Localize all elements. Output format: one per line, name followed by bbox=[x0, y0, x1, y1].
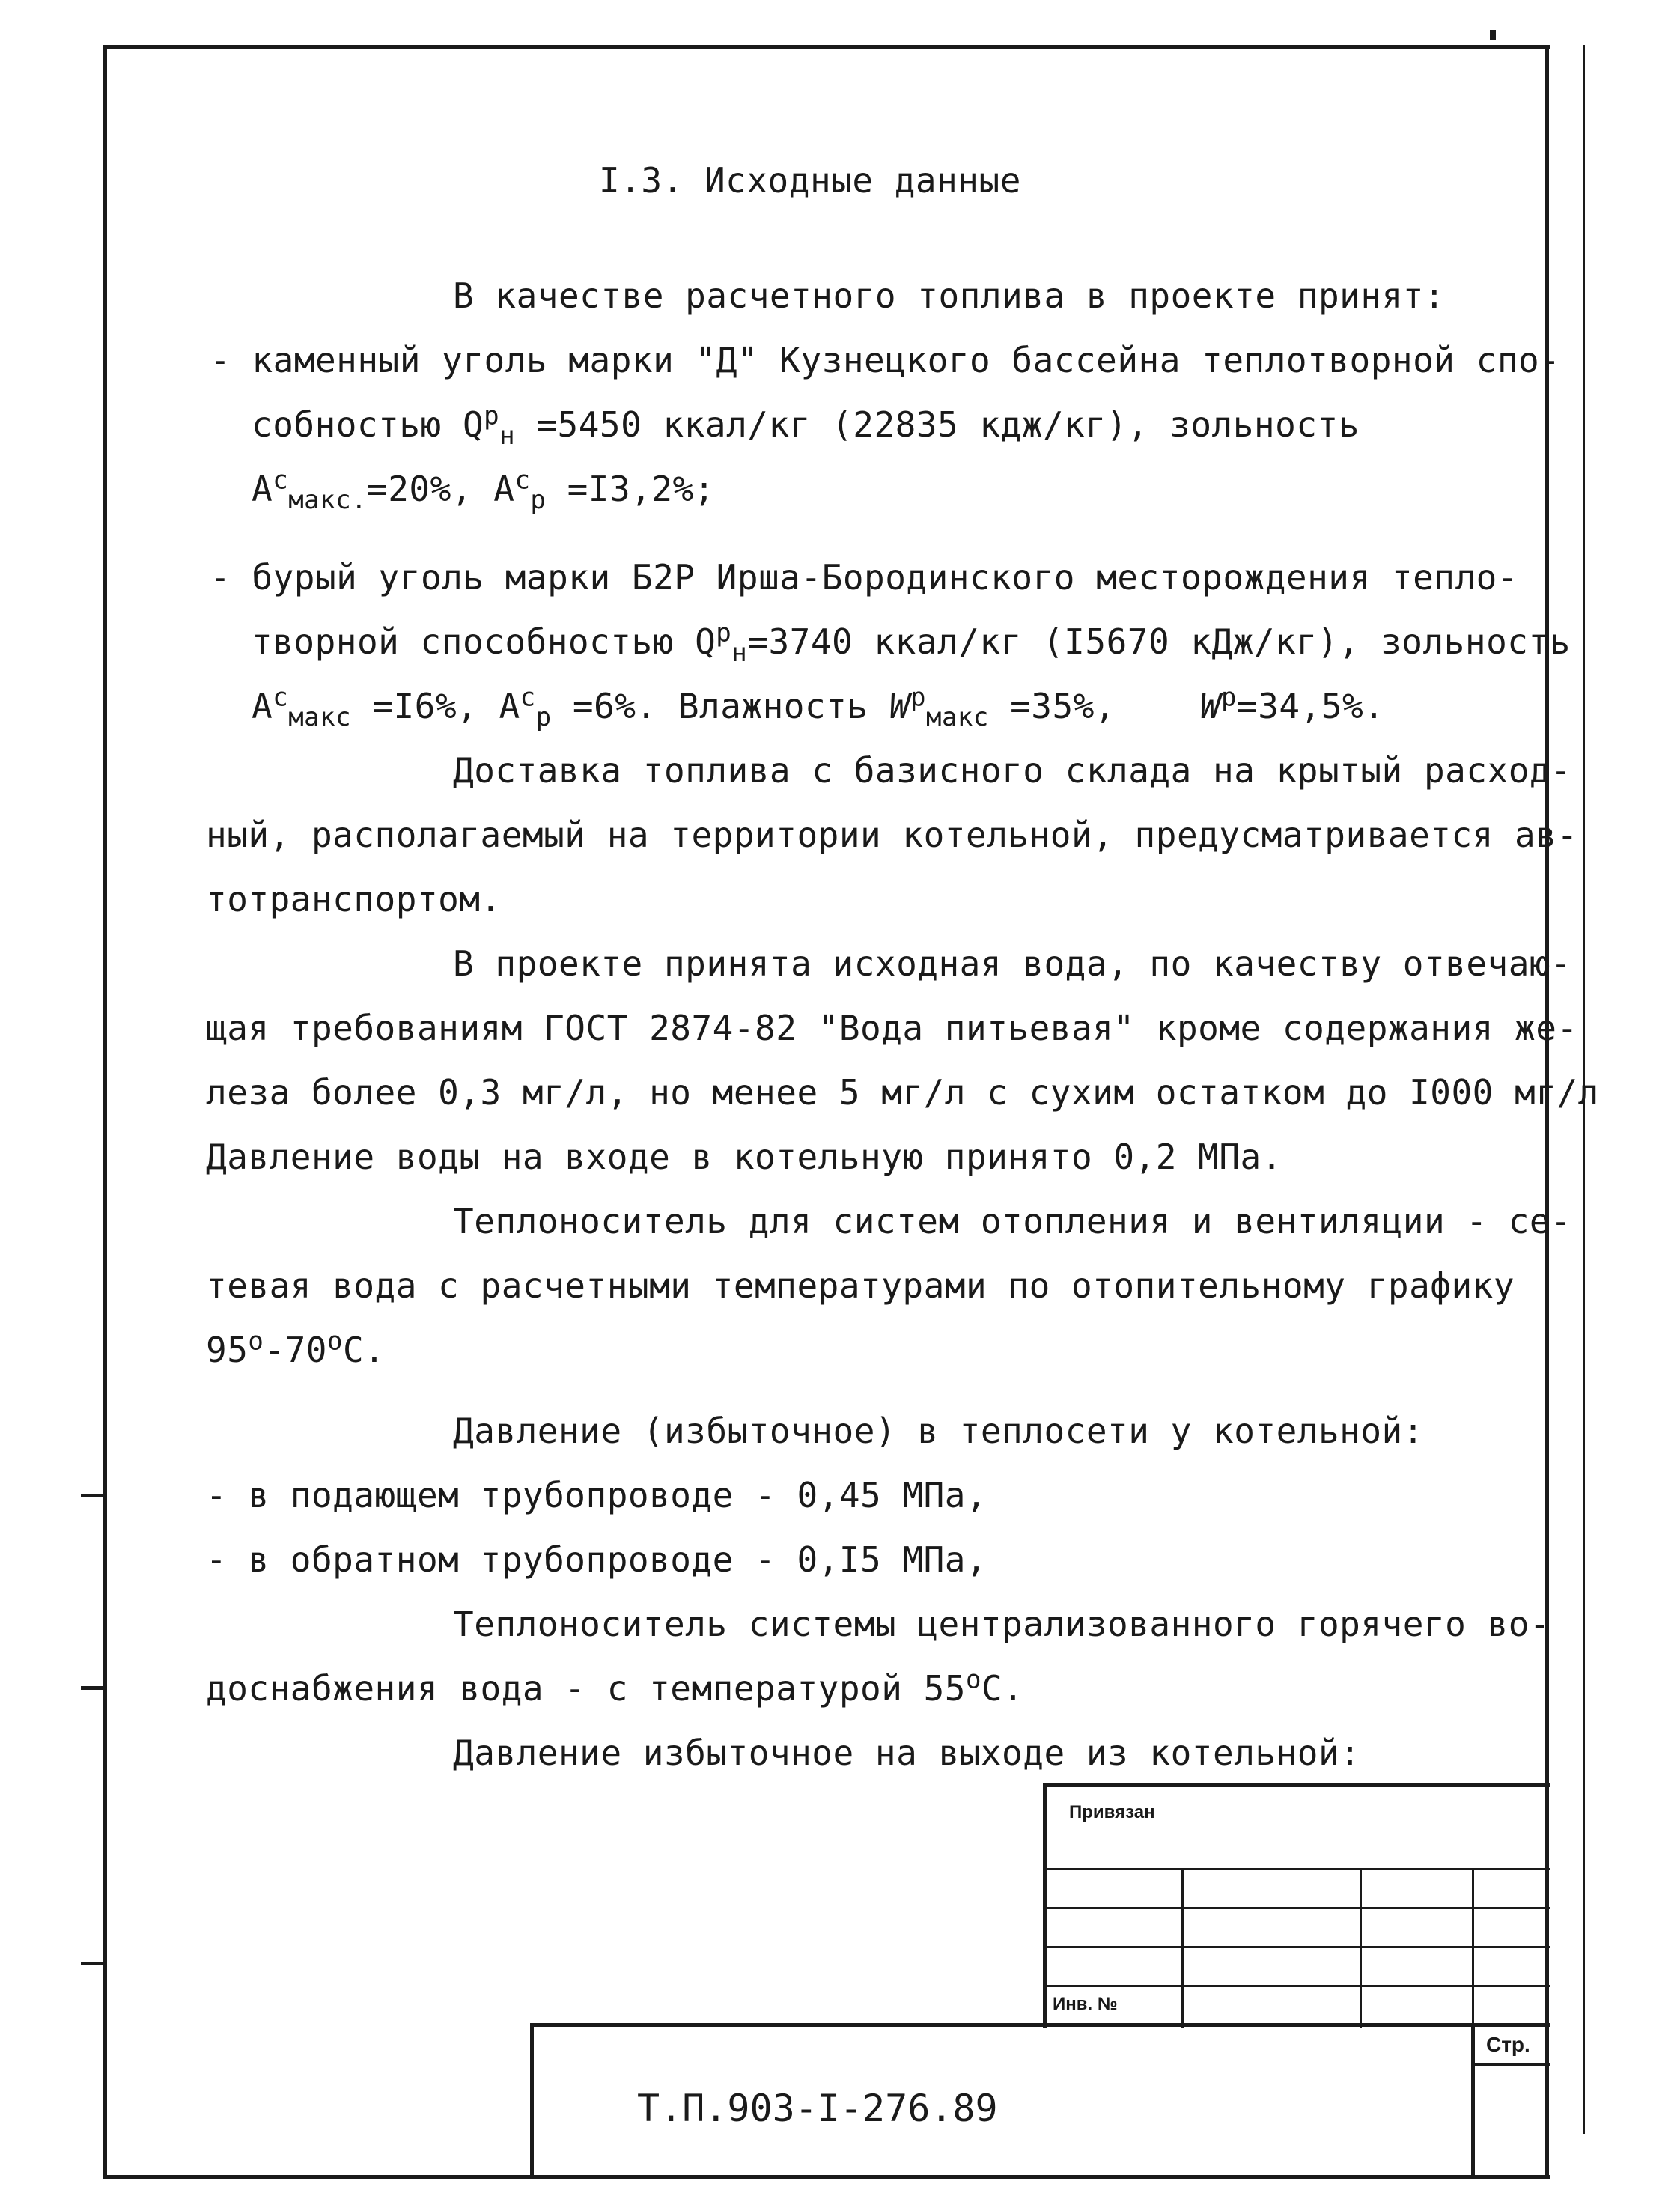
stamp-rule bbox=[1472, 1868, 1474, 2028]
binding-tick bbox=[81, 1686, 106, 1690]
text-line: Теплоноситель для систем отопления и вентиляции - се- bbox=[453, 1201, 1572, 1241]
text-line: $95^о-70^оС$. bbox=[206, 1326, 386, 1370]
section-heading: I.3. Исходные данные bbox=[599, 160, 1021, 201]
text-line: - каменный уголь марки "Д" Кузнецкого бассейна теплотворной спо- bbox=[210, 340, 1561, 380]
text-line: Давление избыточное на выходе из котельной: bbox=[453, 1733, 1361, 1773]
stamp-rule bbox=[1047, 1868, 1550, 1870]
title-block bbox=[530, 2023, 1550, 2175]
text-line: доснабжения вода - с температурой $55^оС$. bbox=[206, 1664, 1024, 1709]
inv-number-label: Инв. № bbox=[1053, 1994, 1118, 2014]
title-block-divider bbox=[1471, 2063, 1550, 2066]
text-line: В качестве расчетного топлива в проекте принят: bbox=[453, 276, 1446, 316]
page-label: Стр. bbox=[1486, 2033, 1530, 2056]
approval-stamp bbox=[1043, 1783, 1550, 2028]
text-line: Теплоноситель системы централизованного горячего во- bbox=[453, 1604, 1551, 1644]
frame-top-tick bbox=[1490, 30, 1496, 40]
text-line: ный, располагаемый на территории котельной, предусматривается ав- bbox=[206, 815, 1578, 855]
text-line: щая требованиям ГОСТ 2874-82 "Вода питьевая" кроме содержания же- bbox=[206, 1008, 1578, 1048]
text-line: - в обратном трубопроводе - 0,I5 МПа, bbox=[206, 1539, 987, 1580]
document-code: Т.П.903-I-276.89 bbox=[637, 2087, 998, 2130]
text-line: $A^с_{макс} =I6\%$, $A^с_р =6\%$. Влажность $W^р_{макс} =35\%$, $W^р=34,5\%$. bbox=[252, 682, 1385, 733]
text-line: Давление (избыточное) в теплосети у котельной: bbox=[453, 1411, 1424, 1451]
text-line: В проекте принята исходная вода, по качеству отвечаю- bbox=[453, 943, 1572, 984]
text-line: Давление воды на входе в котельную принято 0,2 МПа. bbox=[206, 1137, 1282, 1177]
text-line: тевая вода с расчетными температурами по отопительному графику bbox=[206, 1265, 1515, 1306]
stamp-rule bbox=[1047, 1907, 1550, 1909]
text-line: - бурый уголь марки Б2Р Ирша-Бородинского месторождения тепло- bbox=[210, 557, 1519, 597]
stamp-rule bbox=[1360, 1868, 1362, 2028]
linked-label: Привязан bbox=[1069, 1802, 1155, 1822]
stamp-rule bbox=[1047, 1946, 1550, 1948]
text-line: тотранспортом. bbox=[206, 879, 502, 919]
text-line: - в подающем трубопроводе - 0,45 МПа, bbox=[206, 1475, 987, 1515]
title-block-divider bbox=[1471, 2027, 1475, 2175]
stamp-rule bbox=[1047, 1985, 1550, 1987]
stamp-rule bbox=[1181, 1868, 1184, 2028]
text-line: Доставка топлива с базисного склада на крытый расход- bbox=[453, 750, 1572, 791]
binding-tick bbox=[81, 1962, 106, 1965]
binding-tick bbox=[81, 1494, 106, 1497]
text-line: творной способностью $Q^р_н=3740$ ккал/кг (I5670 кДж/кг), зольность bbox=[252, 618, 1571, 669]
text-line: собностью $Q^р_н =5450$ ккал/кг (22835 кдж/кг), зольность bbox=[252, 401, 1360, 451]
text-line: $A^с_{макс.}=20\%$, $A^с_р =I3,2\%$; bbox=[252, 465, 715, 516]
text-line: леза более 0,3 мг/л, но менее 5 мг/л с сухим остатком до I000 мг/л bbox=[206, 1072, 1599, 1113]
